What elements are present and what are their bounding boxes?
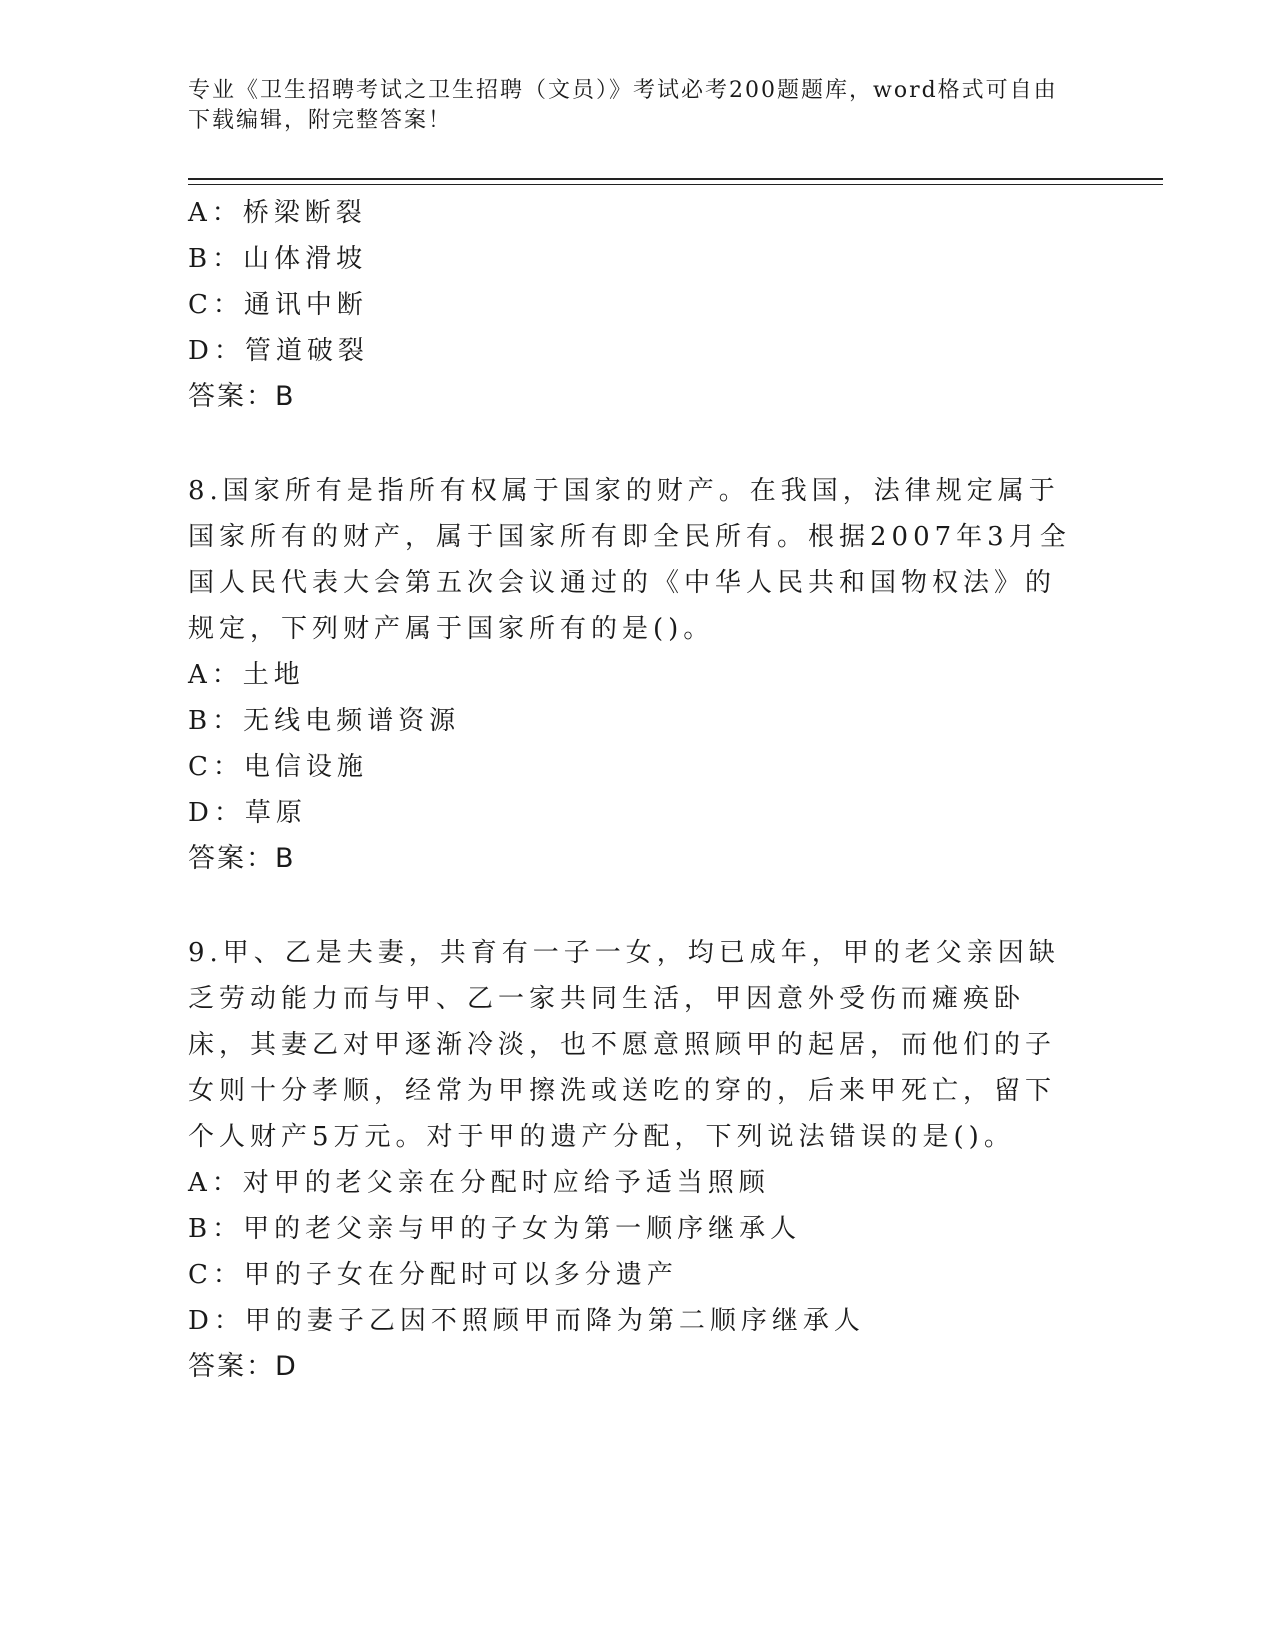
option-b: B：山体滑坡: [188, 244, 368, 274]
option-a: A：土地: [188, 660, 305, 690]
answer: 答案：B: [188, 843, 296, 874]
header-divider-thick: [188, 178, 1163, 180]
question-block-7: [188, 190, 1078, 420]
option-c: C：电信设施: [188, 752, 368, 782]
option-c: C：通讯中断: [188, 290, 368, 320]
option-b: B：无线电频谱资源: [188, 706, 461, 736]
option-d: D：管道破裂: [188, 336, 369, 366]
document-header: 专业《卫生招聘考试之卫生招聘（文员）》考试必考200题题库，word格式可自由下载编辑，附完整答案！: [188, 78, 1058, 133]
option-a: A：桥梁断裂: [188, 198, 367, 228]
question-stem: 8.国家所有是指所有权属于国家的财产。在我国，法律规定属于国家所有的财产，属于国家所有即全民所有。根据2007年3月全国人民代表大会第五次会议通过的《中华人民共和国物权法》的规定，下列财产属于国家所有的是()。: [188, 476, 1071, 644]
question-list: [188, 190, 1078, 1390]
question-block-8: [188, 468, 1078, 882]
header-divider-thin: [188, 184, 1163, 185]
option-d: D：甲的妻子乙因不照顾甲而降为第二顺序继承人: [188, 1306, 865, 1336]
question-block-9: [188, 930, 1078, 1390]
option-a: A：对甲的老父亲在分配时应给予适当照顾: [188, 1168, 770, 1198]
option-b: B：甲的老父亲与甲的子女为第一顺序继承人: [188, 1214, 802, 1244]
answer: 答案：D: [188, 1351, 298, 1382]
option-c: C：甲的子女在分配时可以多分遗产: [188, 1260, 678, 1290]
answer: 答案：B: [188, 381, 296, 412]
question-stem: 9.甲、乙是夫妻，共育有一子一女，均已成年，甲的老父亲因缺乏劳动能力而与甲、乙一家共同生活，甲因意外受伤而瘫痪卧床，其妻乙对甲逐渐冷淡，也不愿意照顾甲的起居，而他们的子女则十分孝顺，经常为甲擦洗或送吃的穿的，后来甲死亡，留下个人财产5万元。对于甲的遗产分配，下列说法错误的是()。: [188, 938, 1060, 1152]
option-d: D：草原: [188, 798, 307, 828]
